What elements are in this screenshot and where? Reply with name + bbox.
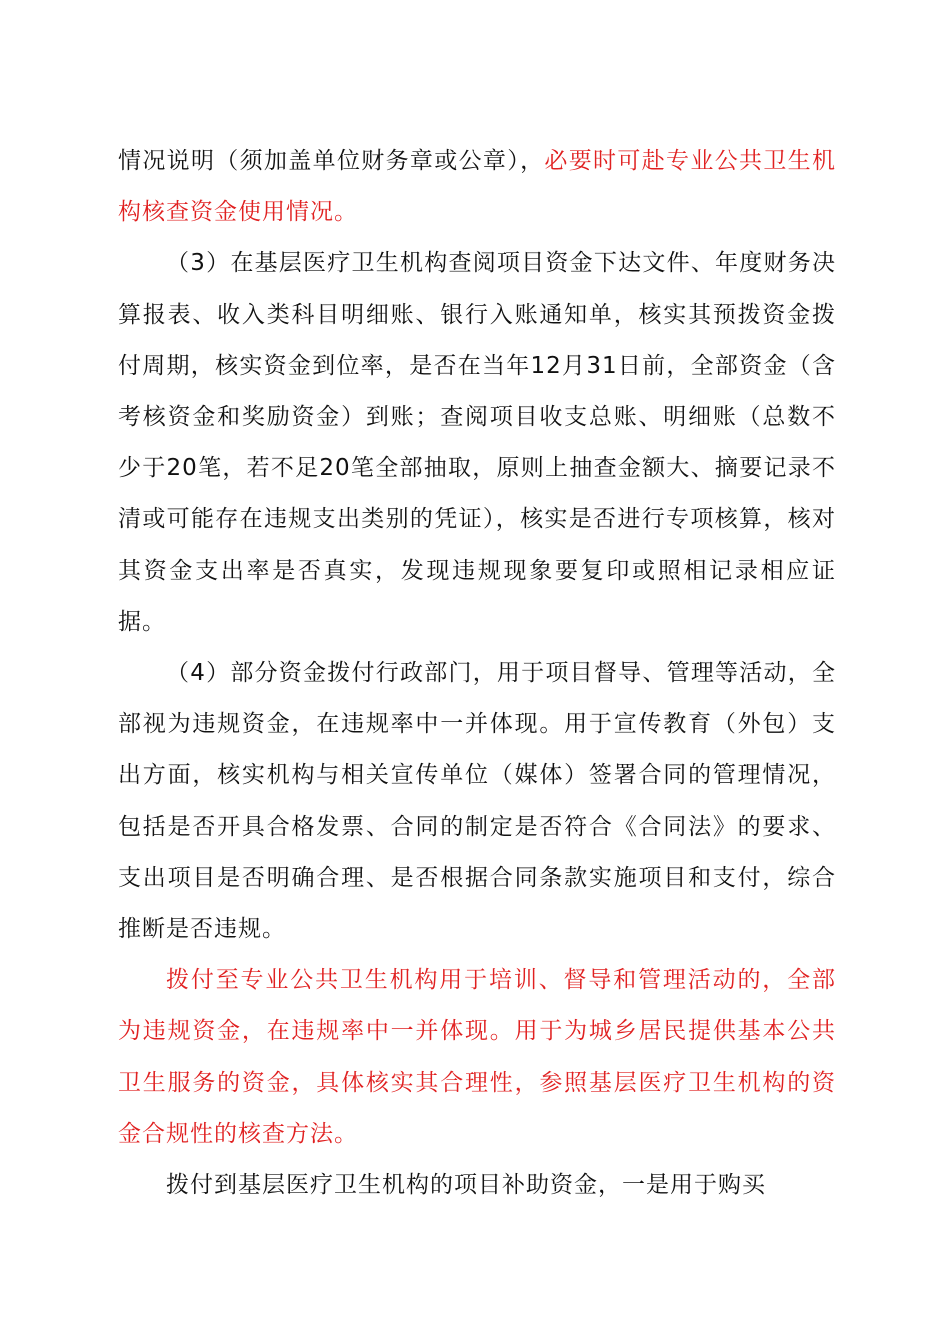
document-body: [118, 136, 836, 1211]
paragraph-continuation-red-text: 必要时可赴专业公共卫生机构核查资金使用情况。: [118, 148, 837, 226]
paragraph-item-3: （3）在基层医疗卫生机构查阅项目资金下达文件、年度财务决算报表、收入类科目明细账、银行入账通知单，核实其预拨资金拨付周期，核实资金到位率，是否在当年12月31日前，全部资金（含考核资金和奖励资金）到账；查阅项目收支总账、明细账（总数不少于20笔，若不足20笔全部抽取，原则上抽查金额大、摘要记录不清或可能存在违规支出类别的凭证），核实是否进行专项核算，核对其资金支出率是否真实，发现违规现象要复印或照相记录相应证据。: [118, 250, 836, 635]
paragraph-last-line: 拨付到基层医疗卫生机构的项目补助资金，一是用于购买: [166, 1172, 766, 1199]
paragraph-item-4: （4）部分资金拨付行政部门，用于项目督导、管理等活动，全部视为违规资金，在违规率中一并体现。用于宣传教育（外包）支出方面，核实机构与相关宣传单位（媒体）签署合同的管理情况，包括是否开具合格发票、合同的制定是否符合《合同法》的要求、支出项目是否明确合理、是否根据合同条款实施项目和支付，综合推断是否违规。: [118, 660, 836, 943]
paragraph-continuation-text: 情况说明（须加盖单位财务章或公章），: [118, 148, 545, 174]
paragraph-red-highlight: 拨付至专业公共卫生机构用于培训、督导和管理活动的，全部为违规资金，在违规率中一并体现。用于为城乡居民提供基本公共卫生服务的资金，具体核实其合理性，参照基层医疗卫生机构的资金合规性的核查方法。: [118, 967, 836, 1147]
paragraph-continuation: [118, 136, 836, 238]
